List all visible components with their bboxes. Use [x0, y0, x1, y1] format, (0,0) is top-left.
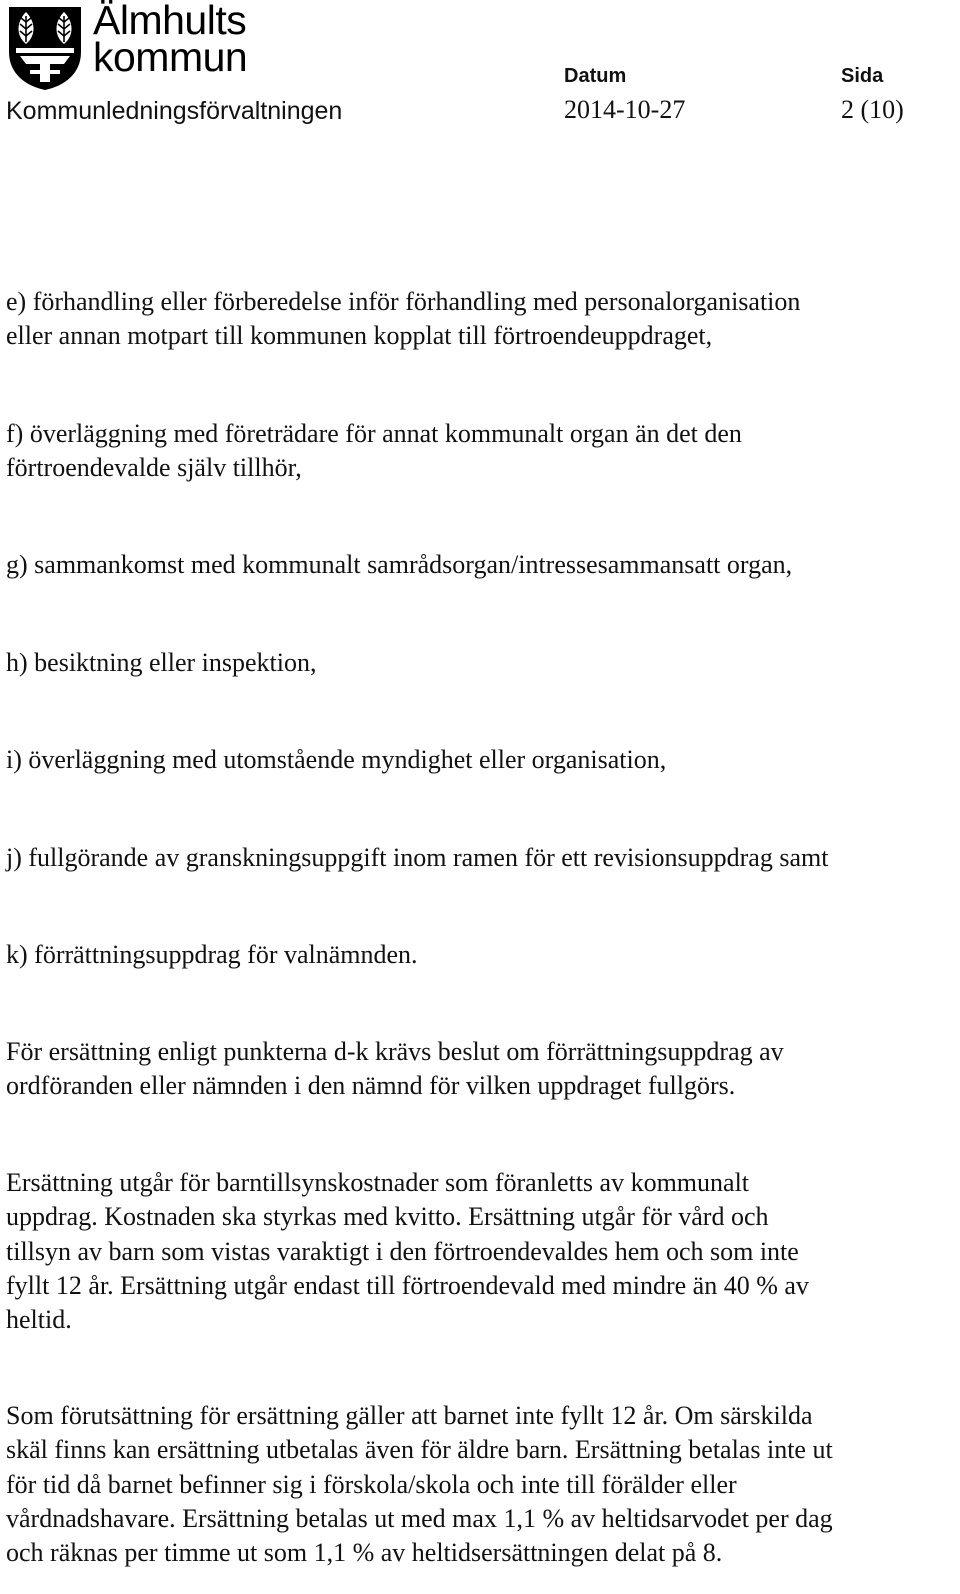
paragraph-j — [6, 841, 951, 875]
text-line: tillsyn av barn som vistas varaktigt i den förtroendevaldes hem och som inte — [6, 1236, 799, 1266]
department-name: Kommunledningsförvaltningen — [6, 97, 343, 125]
page-label: Sida — [841, 65, 884, 87]
text-line: uppdrag. Kostnaden ska styrkas med kvitto. Ersättning utgår för vård och — [6, 1202, 769, 1232]
text-line: Som förutsättning för ersättning gäller att barnet inte fyllt 12 år. Om särskilda — [6, 1401, 813, 1430]
logo-line-1: Älmhults — [93, 0, 247, 43]
paragraph-decision — [6, 1035, 951, 1104]
date-label: Datum — [564, 65, 627, 87]
paragraph-k — [6, 938, 951, 972]
text-line: heltid. — [6, 1305, 72, 1335]
text-line: skäl finns kan ersättning utbetalas även för äldre barn. Ersättning betalas inte ut — [6, 1435, 833, 1465]
text-line: g) sammankomst med kommunalt samrådsorgan/intressesammansatt organ, — [6, 550, 793, 579]
logo-wordmark — [93, 0, 248, 80]
text-line: e) förhandling eller förberedelse inför förhandling med personalorganisation — [6, 287, 801, 316]
text-line: förtroendevalde själv tillhör, — [6, 453, 302, 483]
text-line: för tid då barnet befinner sig i förskola/skola och inte till förälder eller — [6, 1469, 737, 1499]
text-line: j) fullgörande av granskningsuppgift inom ramen för ett revisionsuppdrag samt — [6, 843, 829, 872]
text-line: i) överläggning med utomstående myndighet eller organisation, — [6, 745, 667, 774]
text-line: fyllt 12 år. Ersättning utgår endast till förtroendevald med mindre än 40 % av — [6, 1270, 809, 1300]
paragraph-i — [6, 743, 951, 777]
text-line: vårdnadshavare. Ersättning betalas ut med max 1,1 % av heltidsarvodet per dag — [6, 1503, 833, 1533]
text-line: och räknas per timme ut som 1,1 % av heltidsersättningen delat på 8. — [6, 1538, 723, 1568]
text-line: Ersättning utgår för barntillsynskostnader som föranletts av kommunalt — [6, 1168, 750, 1197]
text-line: k) förrättningsuppdrag för valnämnden. — [6, 940, 418, 969]
page-value: 2 (10) — [841, 95, 904, 124]
date-value: 2014-10-27 — [564, 95, 686, 124]
paragraph-g — [6, 548, 951, 582]
paragraph-conditions — [6, 1399, 951, 1570]
text-line: h) besiktning eller inspektion, — [6, 648, 317, 677]
municipality-logo-icon — [6, 4, 84, 92]
text-line: f) överläggning med företrädare för annat kommunalt organ än det den — [6, 419, 742, 448]
paragraph-f — [6, 417, 951, 486]
text-line: För ersättning enligt punkterna d-k krävs beslut om förrättningsuppdrag av — [6, 1037, 784, 1066]
paragraph-h — [6, 646, 951, 680]
text-line: ordföranden eller nämnden i den nämnd för vilken uppdraget fullgörs. — [6, 1071, 736, 1101]
paragraph-e — [6, 285, 951, 354]
logo-line-2: kommun — [93, 34, 248, 80]
paragraph-childcare — [6, 1166, 951, 1337]
text-line: eller annan motpart till kommunen kopplat till förtroendeuppdraget, — [6, 321, 713, 351]
